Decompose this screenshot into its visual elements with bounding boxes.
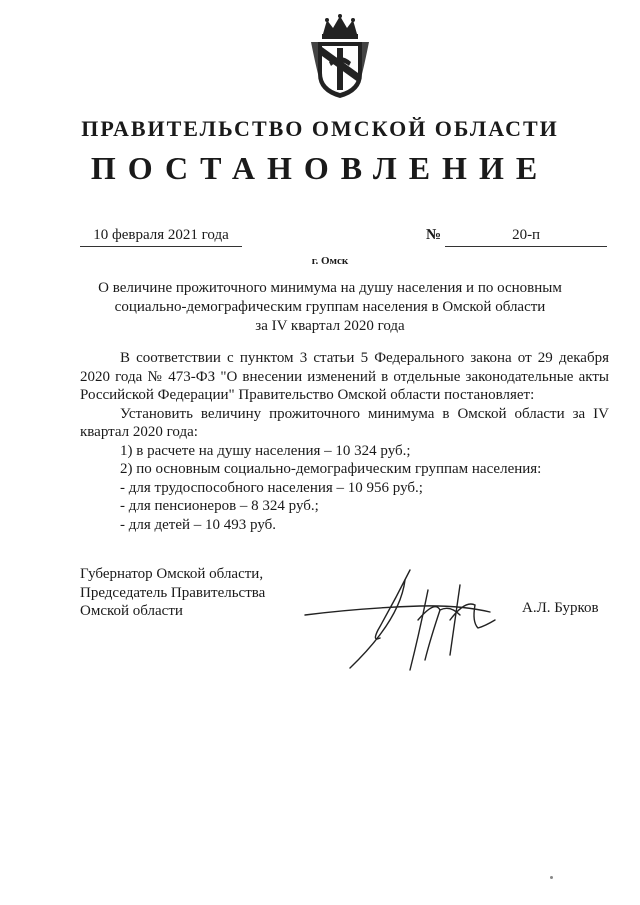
list-item: - для трудоспособного населения – 10 956 руб.;: [120, 479, 423, 496]
list-item: - для детей – 10 493 руб.: [120, 516, 277, 533]
document-type-heading: ПОСТАНОВЛЕНИЕ: [90, 150, 550, 186]
list-item: 2) по основным социально-демографическим группам населения:: [120, 461, 542, 477]
subject-line: социально-демографическим группам населения в Омской области: [114, 299, 546, 315]
document-number-block: [426, 227, 610, 247]
subject-line: О величине прожиточного минимума на душу населения и по основным: [98, 280, 562, 296]
signer-title-line: Омской области: [80, 603, 183, 619]
document-body: [80, 349, 609, 534]
coat-of-arms-emblem: [305, 12, 375, 102]
list-item: 1) в расчете на душу населения – 10 324 руб.;: [120, 442, 411, 459]
document-city: г. Омск: [311, 255, 349, 267]
signer-title-line: Председатель Правительства: [80, 584, 266, 601]
resolution-paragraph: Установить величину прожиточного минимума в Омской области за IV квартал 2020 года:: [80, 405, 609, 440]
document-number: 20-п: [445, 227, 607, 247]
organization-title: ПРАВИТЕЛЬСТВО ОМСКОЙ ОБЛАСТИ: [81, 116, 559, 141]
list-item: - для пенсионеров – 8 324 руб.;: [120, 498, 319, 514]
handwritten-signature: [300, 560, 530, 680]
scan-dot-mark: [550, 876, 553, 879]
signer-title-block: [80, 565, 265, 621]
preamble-paragraph: В соответствии с пунктом 3 статьи 5 Федерального закона от 29 декабря 2020 года № 473-ФЗ "О внесении изменений в отдельные законодательные акты Российской Федерации" Правительство Омской области постановляет:: [80, 350, 609, 403]
number-sign: №: [426, 227, 442, 243]
document-date: 10 февраля 2021 года: [80, 227, 242, 247]
document-subject: [90, 279, 570, 336]
signer-name: А.Л. Бурков: [522, 600, 599, 616]
subject-line: за IV квартал 2020 года: [255, 318, 405, 334]
signer-title-line: Губернатор Омской области,: [80, 566, 264, 582]
